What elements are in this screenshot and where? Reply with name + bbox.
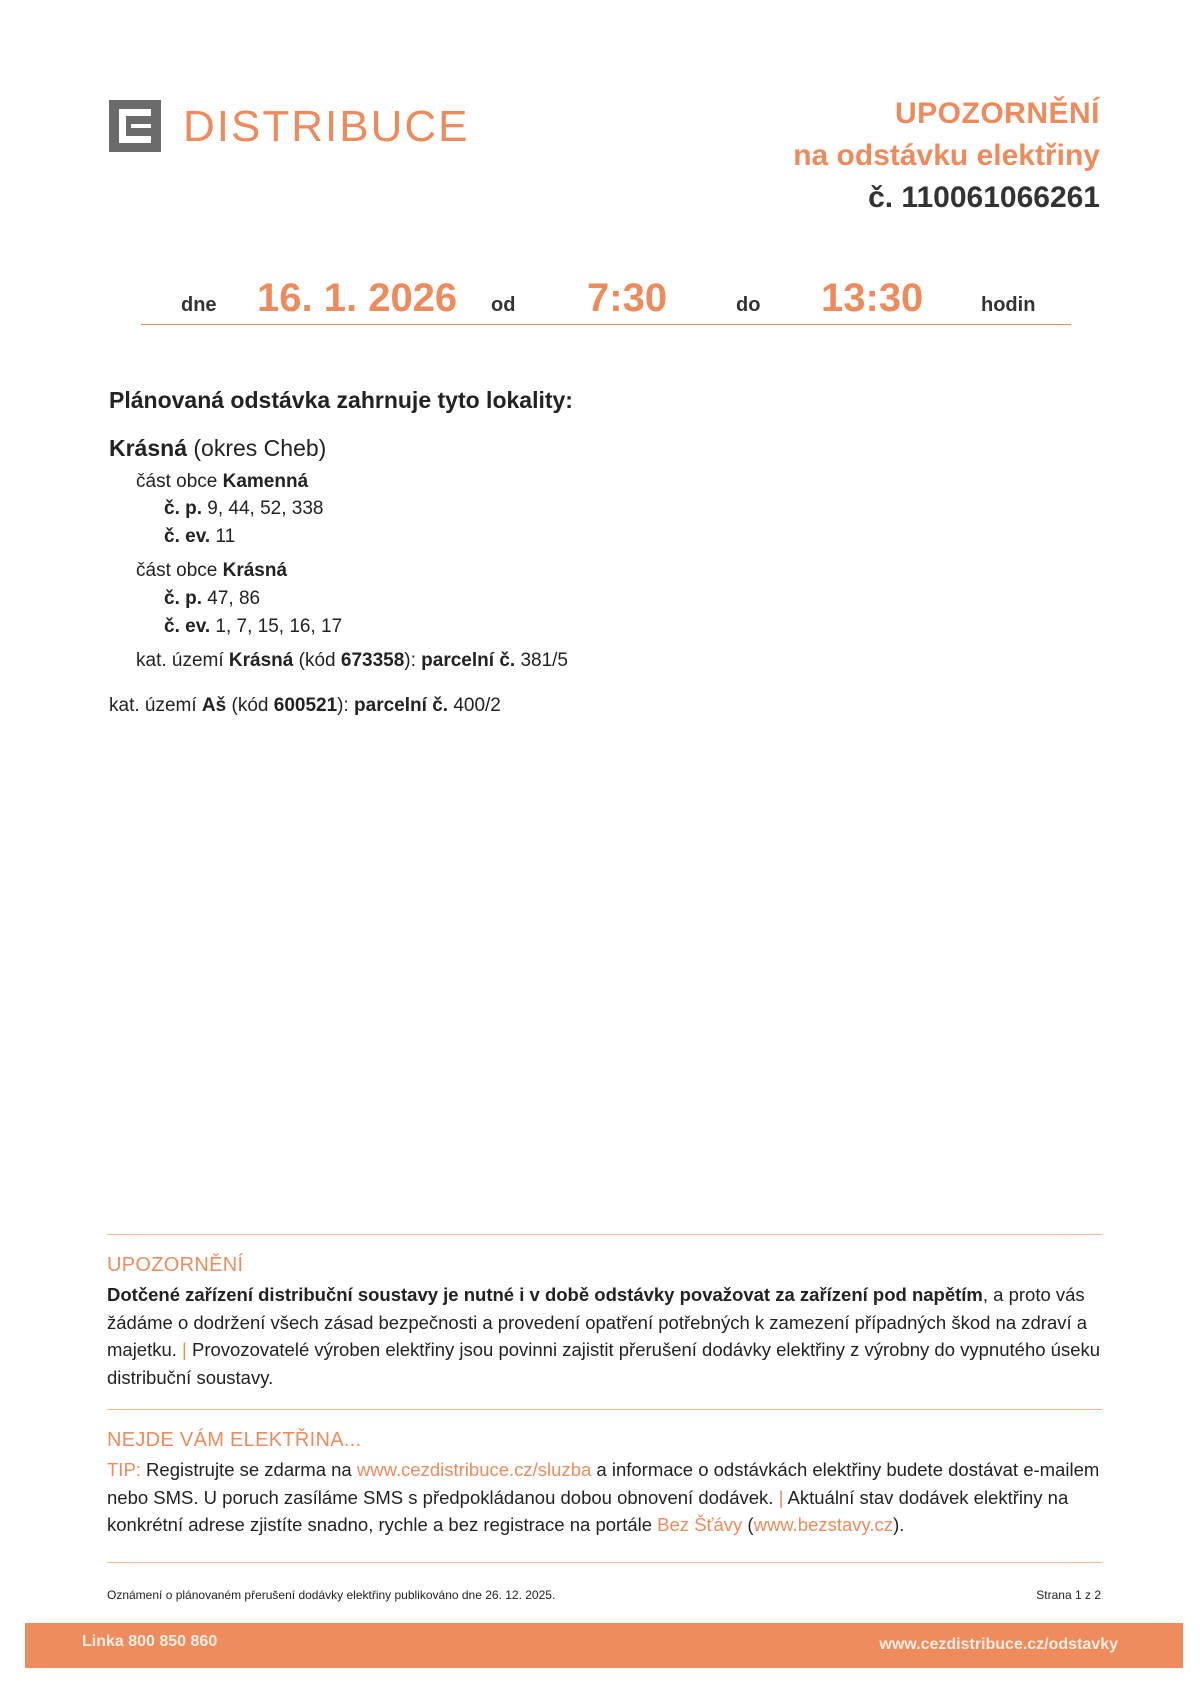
cadastral-code: 600521 bbox=[273, 695, 338, 716]
code-open: (kód bbox=[293, 650, 341, 671]
separator: | bbox=[773, 1486, 788, 1508]
no-power-text-5: ). bbox=[893, 1514, 905, 1535]
notice-subtitle: na odstávku elektřiny bbox=[793, 139, 1100, 172]
parcel-label: parcelní č. bbox=[421, 650, 516, 671]
notice-title: UPOZORNĚNÍ bbox=[894, 97, 1100, 130]
house-numbers bbox=[164, 498, 324, 520]
published-note: Oznámení o plánovaném přerušení dodávky elektřiny publikováno dne 26. 12. 2025. bbox=[107, 1588, 556, 1602]
cadastral-prefix: kat. území bbox=[109, 695, 202, 716]
notice-number: č. 110061066261 bbox=[868, 181, 1100, 214]
cez-logo-icon bbox=[109, 100, 161, 152]
parcel-number: 400/2 bbox=[448, 695, 501, 716]
part-of-municipality bbox=[136, 560, 287, 582]
no-power-text-2: a informace o odstávkách elektřiny budete dostávat e-mailem nebo SMS. U poruch zasíláme SMS s předpokládanou dobou obnovení dodávek. bbox=[107, 1459, 1100, 1508]
cadastral-line bbox=[109, 695, 501, 717]
ev-values: 1, 7, 15, 16, 17 bbox=[210, 616, 343, 637]
parcel-number: 381/5 bbox=[515, 650, 568, 671]
house-numbers bbox=[164, 588, 260, 610]
municipality-name: Krásná bbox=[109, 435, 187, 461]
tip-label: TIP: bbox=[107, 1459, 141, 1480]
evidence-numbers bbox=[164, 526, 235, 548]
localities-heading: Plánovaná odstávka zahrnuje tyto lokality: bbox=[109, 387, 573, 413]
cadastral-code: 673358 bbox=[340, 650, 405, 671]
ev-label: č. ev. bbox=[164, 526, 211, 547]
section-divider bbox=[107, 1409, 1102, 1410]
warning-text bbox=[107, 1281, 1107, 1391]
code-close: ): bbox=[404, 650, 422, 671]
cadastral-prefix: kat. území bbox=[136, 650, 229, 671]
no-power-text-1: Registrujte se zdarma na bbox=[140, 1459, 357, 1480]
outage-date: 16. 1. 2026 bbox=[257, 276, 458, 320]
cadastral-name: Aš bbox=[201, 695, 227, 716]
cp-values: 47, 86 bbox=[202, 588, 261, 609]
page-number: Strana 1 z 2 bbox=[1036, 1588, 1101, 1602]
logo-text: DISTRIBUCE bbox=[183, 102, 470, 151]
hotline[interactable]: Linka 800 850 860 bbox=[82, 1633, 218, 1650]
part-label: část obce bbox=[136, 560, 223, 581]
no-power-text bbox=[107, 1456, 1107, 1539]
part-name: Kamenná bbox=[222, 471, 309, 492]
no-power-text-4: ( bbox=[742, 1514, 754, 1535]
from-label: od bbox=[491, 294, 516, 316]
evidence-numbers bbox=[164, 616, 342, 638]
outages-website-link[interactable]: www.cezdistribuce.cz/odstavky bbox=[879, 1636, 1118, 1653]
time-to: 13:30 bbox=[821, 276, 924, 320]
cp-values: 9, 44, 52, 338 bbox=[202, 498, 324, 519]
date-label: dne bbox=[181, 294, 217, 316]
cp-label: č. p. bbox=[164, 498, 203, 519]
hours-label: hodin bbox=[981, 294, 1036, 316]
section-divider bbox=[107, 1234, 1102, 1235]
warning-bold-text: Dotčené zařízení distribuční soustavy je nutné i v době odstávky považovat za zařízení pod napětím bbox=[107, 1284, 983, 1305]
cp-label: č. p. bbox=[164, 588, 203, 609]
parcel-label: parcelní č. bbox=[354, 695, 449, 716]
ev-values: 11 bbox=[210, 526, 236, 547]
warning-title: UPOZORNĚNÍ bbox=[107, 1254, 244, 1276]
separator: | bbox=[176, 1339, 193, 1360]
part-label: část obce bbox=[136, 471, 223, 492]
municipality-district: (okres Cheb) bbox=[186, 435, 327, 461]
portal-name-link[interactable]: Bez Šťávy bbox=[657, 1514, 743, 1535]
section-divider bbox=[107, 1562, 1102, 1563]
bezstavy-link[interactable]: www.bezstavy.cz bbox=[753, 1514, 894, 1535]
code-close: ): bbox=[337, 695, 355, 716]
no-power-text-3: Aktuální stav dodávek elektřiny na konkrétní adrese zjistíte snadno, rychle a bez registrace na portále bbox=[107, 1486, 1069, 1535]
cadastral-line bbox=[136, 650, 568, 672]
to-label: do bbox=[736, 294, 761, 316]
municipality bbox=[109, 435, 326, 462]
ev-label: č. ev. bbox=[164, 616, 211, 637]
cadastral-name: Krásná bbox=[228, 650, 294, 671]
no-power-title: NEJDE VÁM ELEKTŘINA... bbox=[107, 1429, 362, 1451]
part-name: Krásná bbox=[222, 560, 288, 581]
warning-text-1: , a proto vás žádáme o dodržení všech zásad bezpečnosti a provedení opatření potřebných k zamezení případných škod na zdraví a majetku. bbox=[107, 1284, 1088, 1360]
date-divider bbox=[141, 324, 1071, 325]
time-from: 7:30 bbox=[587, 276, 668, 320]
code-open: (kód bbox=[226, 695, 274, 716]
part-of-municipality bbox=[136, 471, 308, 493]
service-link[interactable]: www.cezdistribuce.cz/sluzba bbox=[356, 1459, 592, 1480]
warning-text-2: Provozovatelé výroben elektřiny jsou povinni zajistit přerušení dodávky elektřiny z výrobny do vypnutého úseku distribuční soustavy. bbox=[107, 1339, 1101, 1388]
